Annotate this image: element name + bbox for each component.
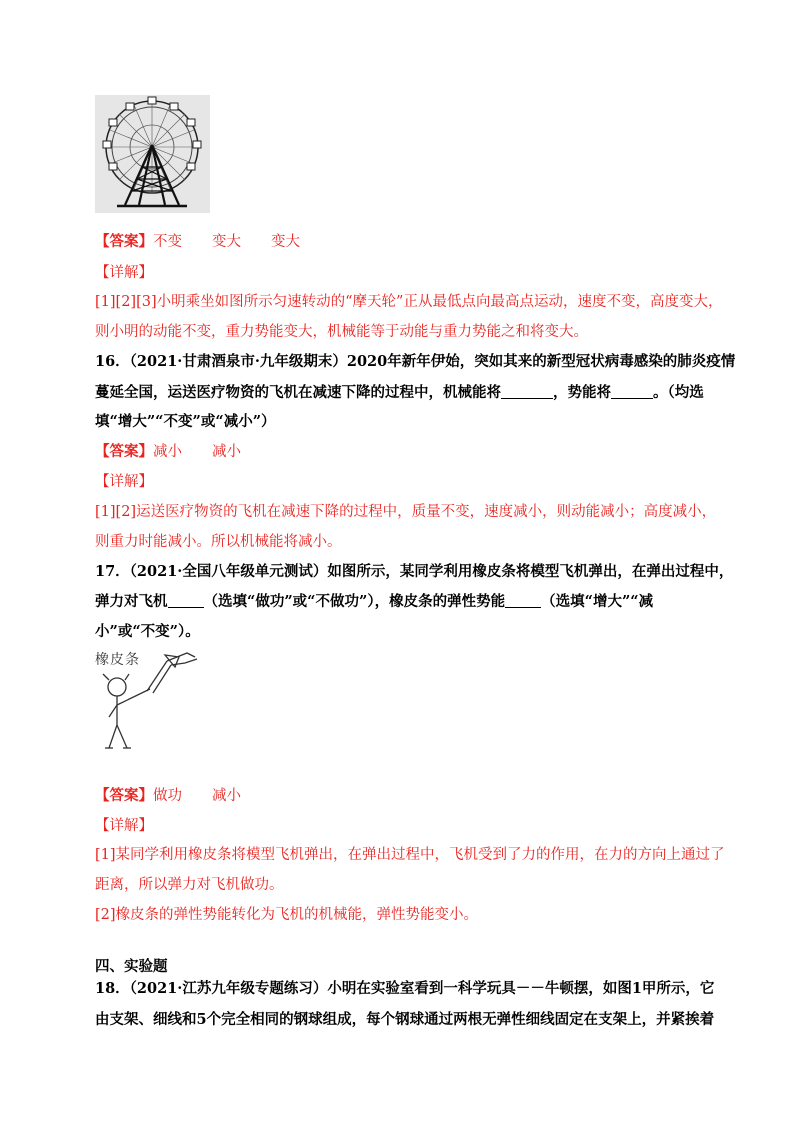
q15-detail-line-2: 则小明的动能不变，重力势能变大，机械能等于动能与重力势能之和将变大。 bbox=[95, 324, 588, 340]
q15-detail-line-1: [1][2][3]小明乘坐如图所示匀速转动的“摩天轮”正从最低点向最高点运动，速度不变，高度变大， bbox=[95, 294, 723, 310]
q16-stem-text-a: 蔓延全国，运送医疗物资的飞机在减速下降的过程中，机械能将 bbox=[95, 384, 501, 401]
q17-stem-line-2 bbox=[95, 592, 653, 612]
section-title: 四、实验题 bbox=[95, 958, 168, 975]
q16-stem-text-c: 。（均选 bbox=[653, 384, 704, 401]
q16-blank-2 bbox=[611, 384, 653, 399]
q18-stem-line-1: 18．（2021·江苏九年级专题练习）小明在实验室看到一科学玩具－－牛顿摆，如图1甲所示，它 bbox=[95, 980, 715, 997]
q16-stem-line-1: 16．（2021·甘肃酒泉市·九年级期末）2020年新年伊始，突如其来的新型冠状病毒感染的肺炎疫情 bbox=[95, 353, 736, 370]
answer-1: 减小 bbox=[153, 444, 182, 460]
q17-detail-line-3: [2]橡皮条的弹性势能转化为飞机的机械能，弹性势能变小。 bbox=[95, 907, 479, 923]
q15-answer bbox=[95, 232, 300, 252]
q16-stem-line-2 bbox=[95, 383, 704, 403]
q16-stem-line-3: 填“增大”“不变”或“减小”） bbox=[95, 413, 276, 430]
answer-tag: 【答案】 bbox=[95, 787, 153, 804]
q15-detail-tag: 【详解】 bbox=[95, 265, 153, 281]
q16-answer bbox=[95, 442, 241, 462]
answer-1: 做功 bbox=[153, 788, 182, 804]
q17-stem-text-b: （选填“做功”或“不做功”），橡皮条的弹性势能 bbox=[203, 593, 506, 610]
figure-label: 橡皮条 bbox=[95, 652, 140, 668]
q17-stem-text-a: 弹力对飞机 bbox=[95, 593, 168, 610]
q17-stem-line-3: 小”或“不变”）。 bbox=[95, 623, 200, 640]
q18-stem-line-2: 由支架、细线和5个完全相同的钢球组成，每个钢球通过两根无弹性细线固定在支架上，并紧挨着 bbox=[95, 1011, 715, 1028]
q16-detail-line-1: [1][2]运送医疗物资的飞机在减速下降的过程中，质量不变，速度减小，则动能减小；高度减小， bbox=[95, 504, 717, 520]
q17-detail-line-2: 距离，所以弹力对飞机做功。 bbox=[95, 877, 284, 893]
ferris-wheel-drawing bbox=[95, 95, 210, 213]
q16-stem-text-b: ，势能将 bbox=[553, 384, 611, 401]
answer-2: 减小 bbox=[212, 788, 241, 804]
rubber-band-drawing bbox=[95, 645, 205, 755]
answer-3: 变大 bbox=[271, 234, 300, 250]
q17-detail-line-1: [1]某同学利用橡皮条将模型飞机弹出，在弹出过程中，飞机受到了力的作用，在力的方向上通过了 bbox=[95, 847, 725, 863]
answer-tag: 【答案】 bbox=[95, 443, 153, 460]
q17-blank-1 bbox=[168, 593, 204, 608]
answer-1: 不变 bbox=[153, 234, 182, 250]
q17-answer bbox=[95, 786, 241, 806]
answer-2: 变大 bbox=[212, 234, 241, 250]
q17-blank-2 bbox=[505, 593, 541, 608]
q17-stem-text-c: （选填“增大”“减 bbox=[541, 593, 654, 610]
q16-blank-1 bbox=[501, 384, 553, 399]
q17-stem-line-1: 17．（2021·全国八年级单元测试）如图所示，某同学利用橡皮条将模型飞机弹出，在弹出过程中， bbox=[95, 563, 734, 580]
ferris-wheel-figure bbox=[95, 95, 210, 213]
rubber-band-figure bbox=[95, 645, 205, 755]
q16-detail-line-2: 则重力时能减小。所以机械能将减小。 bbox=[95, 534, 342, 550]
q16-detail-tag: 【详解】 bbox=[95, 474, 153, 490]
q17-detail-tag: 【详解】 bbox=[95, 818, 153, 834]
answer-tag: 【答案】 bbox=[95, 233, 153, 250]
answer-2: 减小 bbox=[212, 444, 241, 460]
